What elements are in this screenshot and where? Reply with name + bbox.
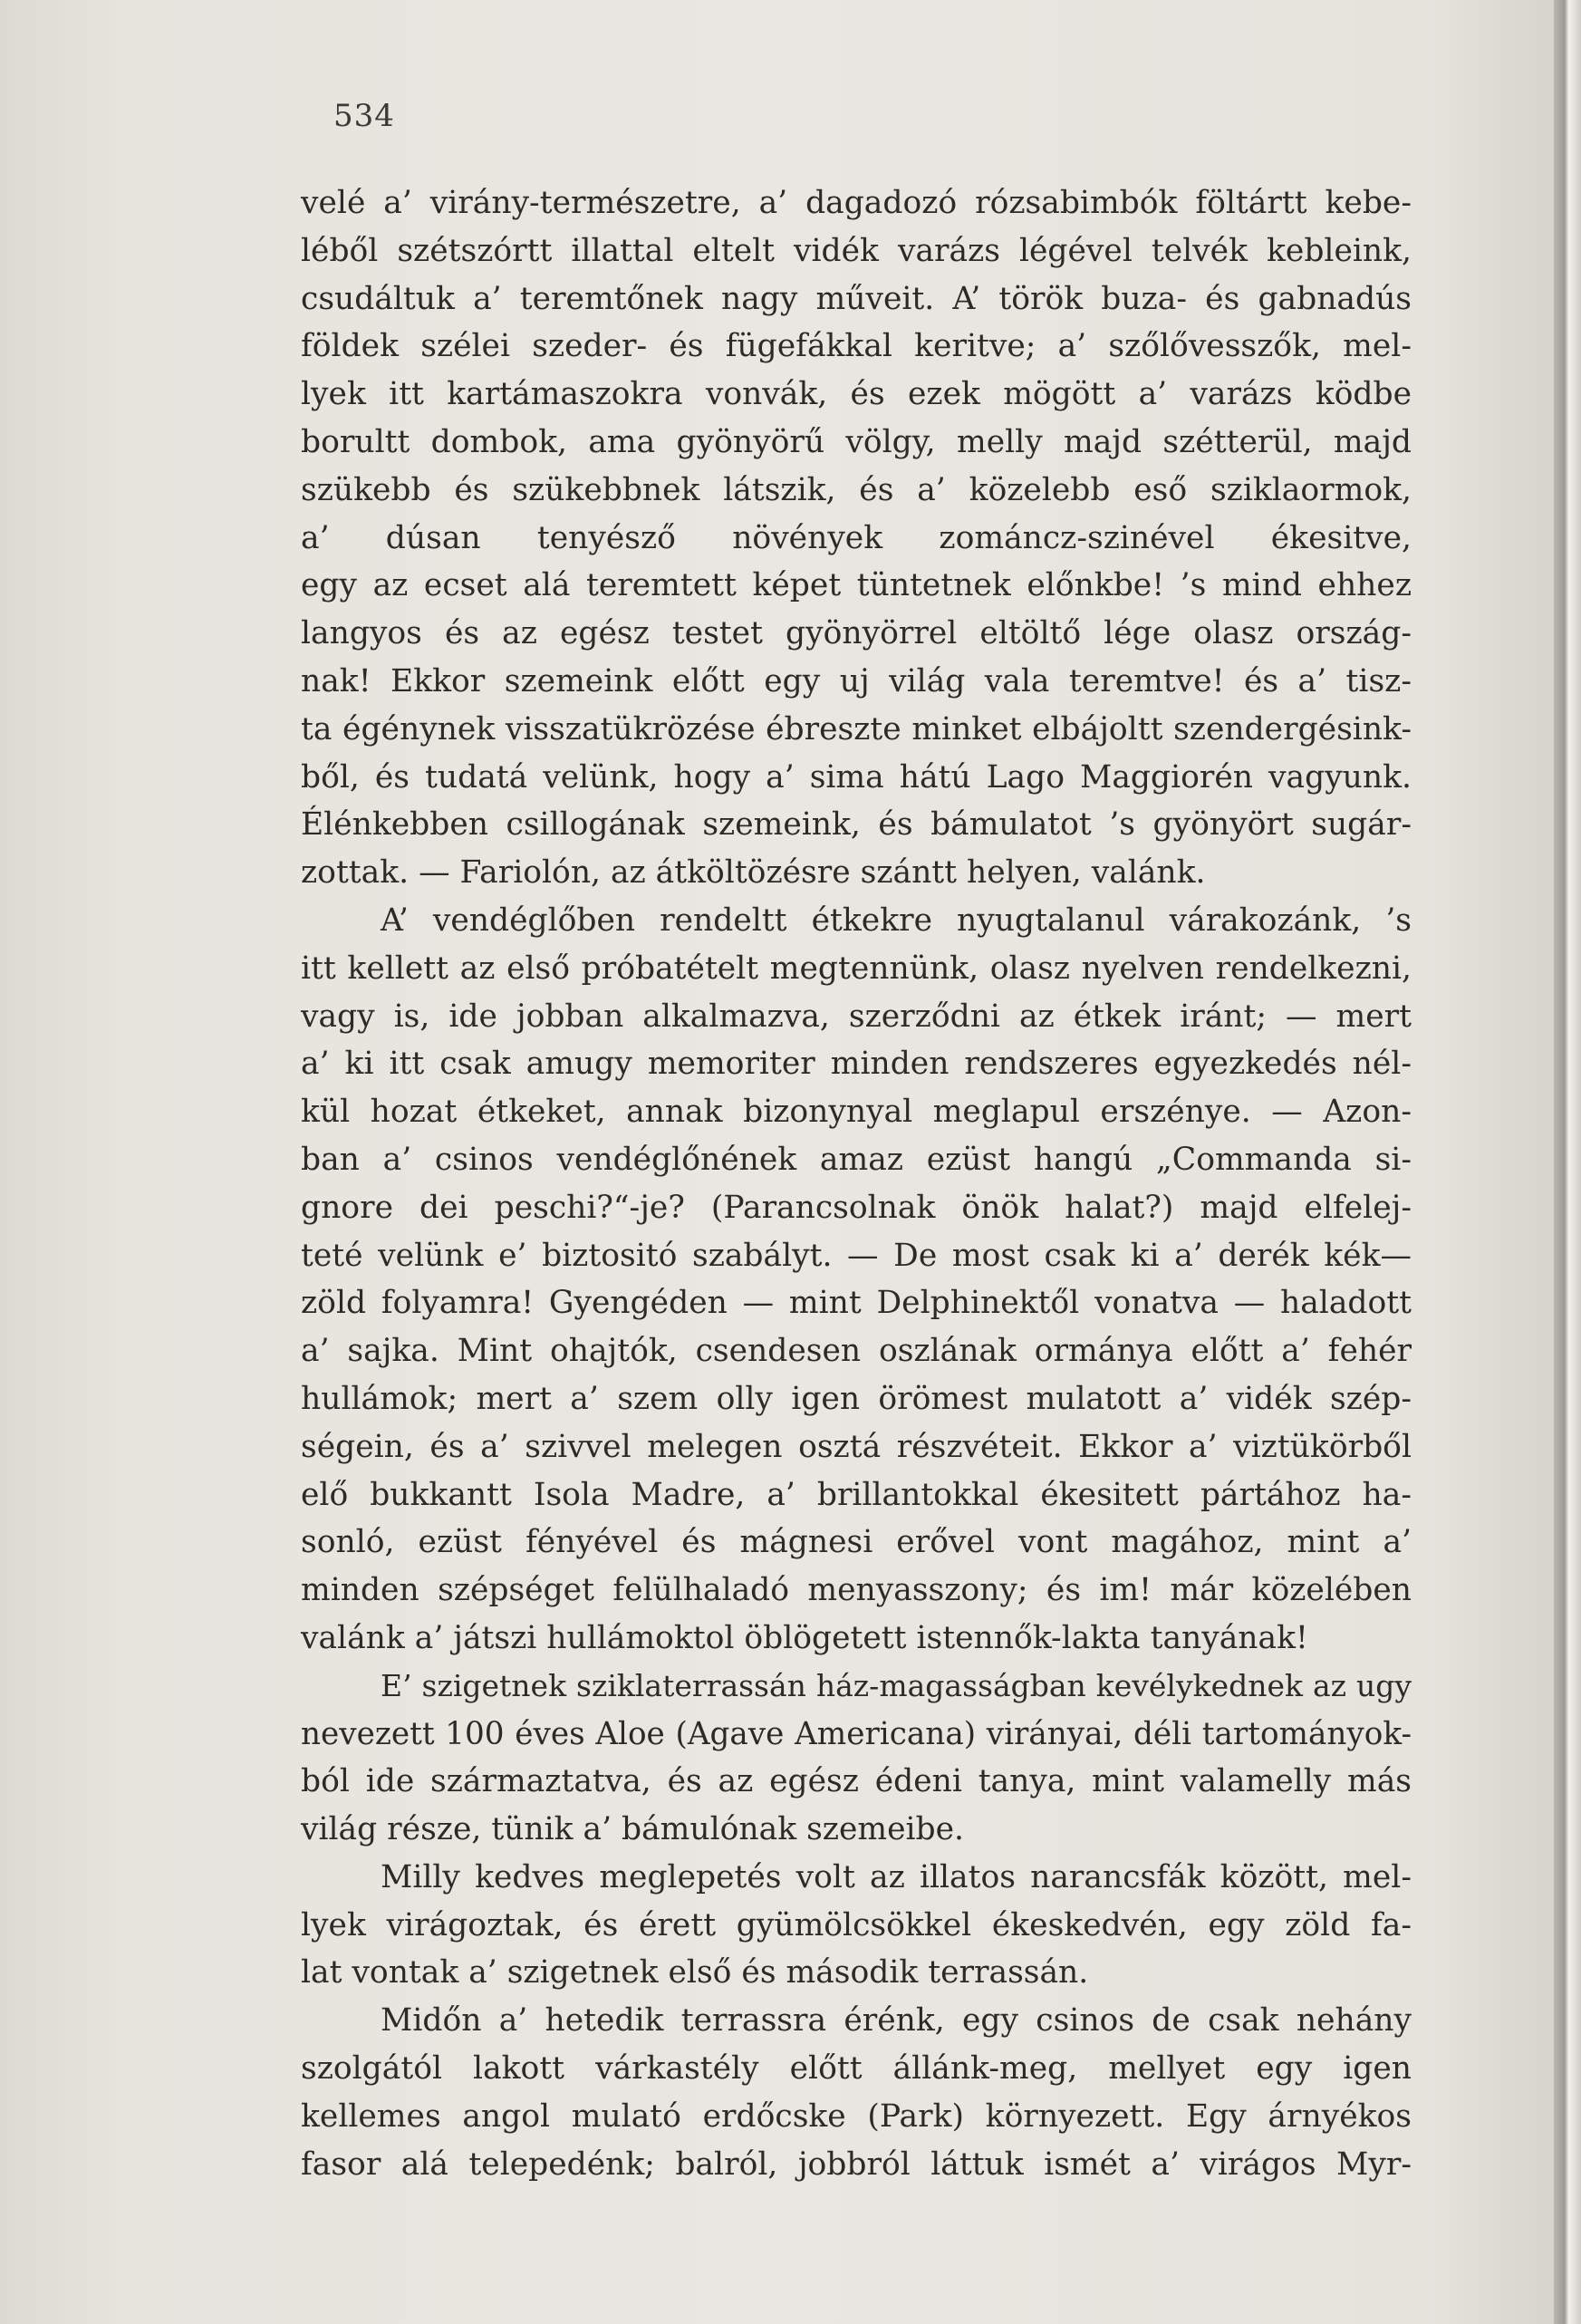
text-line: Élénkebben csillogának szemeink, és bámulatot ’s gyönyört sugár-: [301, 806, 1412, 844]
text-line: világ része, tünik a’ bámulónak szemeibe.: [301, 1811, 965, 1848]
text-line: lat vontak a’ szigetnek első és második terrassán.: [301, 1954, 1089, 1991]
text-line: kül hozat étkeket, annak bizonynyal meglapul erszénye. — Azon-: [301, 1094, 1412, 1131]
page-number: 534: [333, 98, 395, 134]
text-line: Milly kedves meglepetés volt az illatos narancsfák között, mel-: [381, 1858, 1412, 1895]
text-line: a’ ki itt csak amugy memoriter minden rendszeres egyezkedés nél-: [301, 1046, 1412, 1083]
text-line: sonló, ezüst fényével és mágnesi erővel vont magához, mint a’: [301, 1524, 1412, 1561]
text-line: minden szépséget felülhaladó menyasszony; és im! már közelében: [301, 1572, 1412, 1609]
text-line: kellemes angol mulató erdőcske (Park) környezett. Egy árnyékos: [301, 2097, 1412, 2135]
body-text: [301, 179, 1412, 2188]
text-line: ta égénynek visszatükrözése ébreszte minket elbájoltt szendergésink-: [301, 710, 1412, 747]
text-line: csudáltuk a’ teremtőnek nagy műveit. A’ török buza- és gabnadús: [301, 280, 1412, 317]
text-line: ből, és tudatá velünk, hogy a’ sima hátú Lago Maggiorén vagyunk.: [301, 758, 1412, 796]
text-line: földek szélei szeder- és fügefákkal keritve; a’ szőlővesszők, mel-: [301, 328, 1412, 365]
text-line: hullámok; mert a’ szem olly igen örömest mulatott a’ vidék szép-: [301, 1380, 1412, 1417]
text-line: zottak. — Fariolón, az átköltözésre szántt helyen, valánk.: [301, 854, 1206, 892]
text-line: elő bukkantt Isola Madre, a’ brillantokkal ékesitett pártához ha-: [301, 1476, 1412, 1513]
text-line: léből szétszórtt illattal eltelt vidék varázs légével telvék kebleink,: [301, 232, 1412, 269]
text-line: a’ sajka. Mint ohajtók, csendesen oszlának ormánya előtt a’ fehér: [301, 1333, 1412, 1370]
text-line: valánk a’ játszi hullámoktol öblögetett istennők-lakta tanyának!: [301, 1619, 1308, 1656]
text-line: nak! Ekkor szemeink előtt egy uj világ vala teremtve! és a’ tisz-: [301, 662, 1412, 699]
text-line: zöld folyamra! Gyengéden — mint Delphinektől vonatva — haladott: [301, 1285, 1412, 1322]
text-line: borultt dombok, ama gyönyörű völgy, melly majd szétterül, majd: [301, 423, 1412, 460]
text-line: nevezett 100 éves Aloe (Agave Americana) virányai, déli tartományok-: [301, 1715, 1412, 1752]
text-line: gnore dei peschi?“-je? (Parancsolnak önök halat?) majd elfelej-: [301, 1189, 1412, 1226]
text-line: Midőn a’ hetedik terrassra érénk, egy csinos de csak nehány: [381, 2002, 1412, 2040]
text-line: ségein, és a’ szivvel melegen osztá részvéteit. Ekkor a’ viztükörből: [301, 1428, 1412, 1465]
text-line: a’ dúsan tenyésző növények zománcz-szinével ékesitve,: [301, 519, 1412, 556]
text-line: E’ szigetnek sziklaterrassán ház-magasságban kevélykednek az ugy: [381, 1667, 1412, 1703]
text-line: velé a’ virány-természetre, a’ dagadozó rózsabimbók föltártt kebe-: [301, 185, 1412, 221]
text-line: itt kellett az első próbatételt megtennünk, olasz nyelven rendelkezni,: [301, 950, 1412, 987]
text-line: A’ vendéglőben rendeltt étkekre nyugtalanul várakozánk, ’s: [381, 902, 1412, 939]
text-line: lyek itt kartámaszokra vonvák, és ezek mögött a’ varázs ködbe: [301, 376, 1412, 413]
text-line: szolgától lakott várkastély előtt állánk-meg, mellyet egy igen: [301, 2050, 1412, 2088]
page-binding-edge: [1554, 0, 1581, 2324]
text-line: egy az ecset alá teremtett képet tüntetnek előnkbe! ’s mind ehhez: [301, 567, 1412, 604]
text-line: teté velünk e’ biztositó szabályt. — De most csak ki a’ derék kék—: [301, 1237, 1412, 1274]
text-line: ból ide származtatva, és az egész édeni tanya, mint valamelly más: [301, 1763, 1412, 1800]
text-line: lyek virágoztak, és érett gyümölcsökkel ékeskedvén, egy zöld fa-: [301, 1906, 1412, 1943]
text-line: szükebb és szükebbnek látszik, és a’ közelebb eső sziklaormok,: [301, 471, 1412, 508]
text-line: langyos és az egész testet gyönyörrel eltöltő lége olasz ország-: [301, 615, 1412, 652]
text-line: fasor alá telepedénk; balról, jobbról láttuk ismét a’ virágos Myr-: [301, 2146, 1412, 2183]
text-line: vagy is, ide jobban alkalmazva, szerződni az étkek iránt; — mert: [301, 998, 1412, 1035]
text-line: ban a’ csinos vendéglőnének amaz ezüst hangú „Commanda si-: [301, 1141, 1412, 1178]
